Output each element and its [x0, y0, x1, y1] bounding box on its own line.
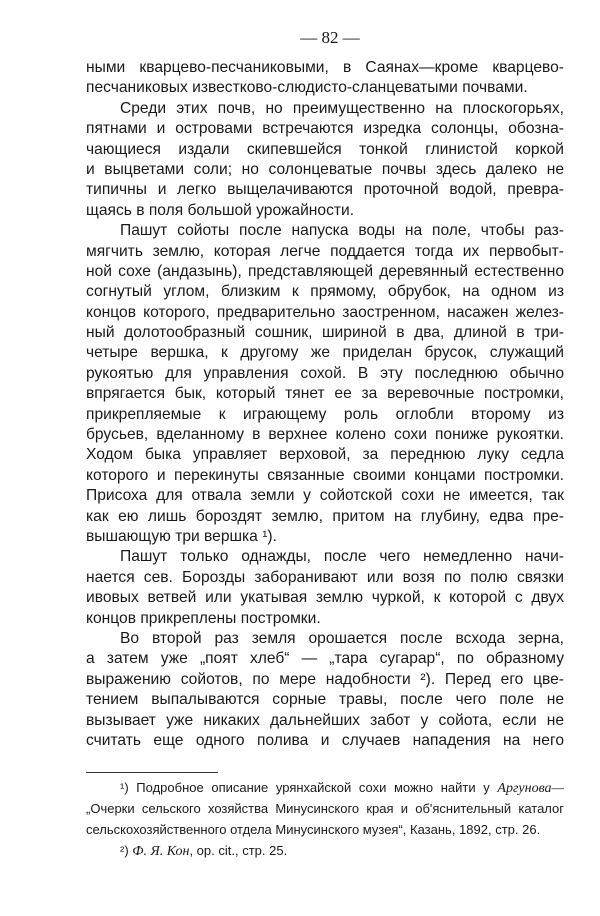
text-line: нается сев. Борозды заборанивают или возя по полю связки [86, 568, 564, 586]
text-line: ными кварцево-песчаниковыми, в Саянах—кроме кварцево- [86, 59, 564, 76]
text-line: вызывает уже никаких дальнейших забот у сойота, если не [86, 711, 564, 729]
footnote-2-line [86, 840, 564, 861]
text-line: чающиеся издали скипевшейся тонкой глинистой коркой [86, 140, 564, 158]
footnote-mark: ²) [120, 843, 133, 858]
text-line: Пашут сойоты после напуска воды на поле, чтобы раз- [120, 222, 564, 240]
text-line: а затем уже „поят хлеб“ — „тара сугарар“, по образному [86, 650, 564, 668]
text-line: впрягается бык, который тянет ее за веревочные постромки, [86, 385, 564, 403]
text-line: пятнами и островами встречаются изредка солонцы, обозна- [86, 120, 564, 138]
main-text [86, 58, 564, 751]
text-line: концов которого, предварительно заостренном, насажен желез- [86, 303, 564, 321]
text-line: четыре вершка, к другому же приделан брусок, служащий [86, 344, 564, 362]
footnote-1-line: „Очерки сельского хозяйства Минусинского края и об'яснительный каталог [86, 801, 564, 816]
text-line: выражению сойотов, по мере надобности ²). Перед его цве- [86, 670, 564, 688]
text-line: считать еще одного полива и случаев нападения на него [86, 731, 564, 749]
text-line: ный долотообразный сошник, шириной в два, длиной в три- [86, 324, 564, 342]
text-line: ивовых ветвей или укатывая землю чуркой, к которой с двух [86, 589, 564, 607]
text-line: которого и перекинуты связанные своими концами постромки. [86, 466, 564, 484]
text-line: ной сохе (андазынь), представляющей деревянный естественно [86, 262, 564, 280]
footnote-author: Ф. Я. Кон [132, 844, 190, 859]
text-line: рукоятью для управления сохой. В эту последнюю обычно [86, 364, 564, 382]
text-line: типичны и легко выщелачиваются проточной водой, превра- [86, 181, 564, 199]
text-line: Ходом быка управляет верховой, за переднюю луку седла [86, 446, 564, 464]
footnote-1-line [86, 777, 564, 798]
text-line: согнутый углом, близким к прямому, обрубок, на одном из [86, 283, 564, 301]
footnote-author: Аргунова— [497, 781, 564, 796]
text-line: и выцветами соли; но солонцеватые почвы здесь далеко не [86, 160, 564, 178]
footnote-1-line: сельскохозяйственного отдела Минусинского музея“, Казань, 1892, стр. 26. [86, 822, 541, 837]
footnote-text: ¹) Подробное описание урянхайской сохи можно найти у [120, 780, 498, 795]
footnotes [86, 777, 564, 861]
text-line: брусьев, вделанному в верхнее колено сохи пониже рукоятки. [86, 426, 564, 444]
text-line: щаясь в поля большой урожайности. [86, 201, 355, 219]
text-line: тением выпалываются сорные травы, после чего поле не [86, 691, 564, 709]
text-line: как ею лишь бороздят землю, притом на глубину, едва пре- [86, 507, 564, 525]
footnote-divider [86, 772, 218, 773]
text-line: мягчить землю, которая легче поддается тогда их первобыт- [86, 242, 564, 260]
text-line: Во второй раз земля орошается после всхода зерна, [120, 629, 564, 647]
text-line: вышающую три вершка ¹). [86, 527, 277, 545]
text-line: песчаниковых известково-слюдисто-сланцеватыми почвами. [86, 79, 528, 97]
footnote-text: , op. cit., стр. 25. [189, 843, 288, 858]
text-line: Среди этих почв, но преимущественно на плоскогорьях, [120, 99, 564, 117]
page-number: — 82 — [300, 28, 360, 47]
text-line: Присоха для отвала земли у сойотской сохи не имеется, так [86, 487, 564, 505]
text-line: прикрепляемые к играющему роль оглобли второму из [86, 405, 564, 423]
text-line: Пашут только однажды, после чего немедленно начи- [120, 548, 564, 566]
text-line: концов прикреплены постромки. [86, 609, 321, 627]
